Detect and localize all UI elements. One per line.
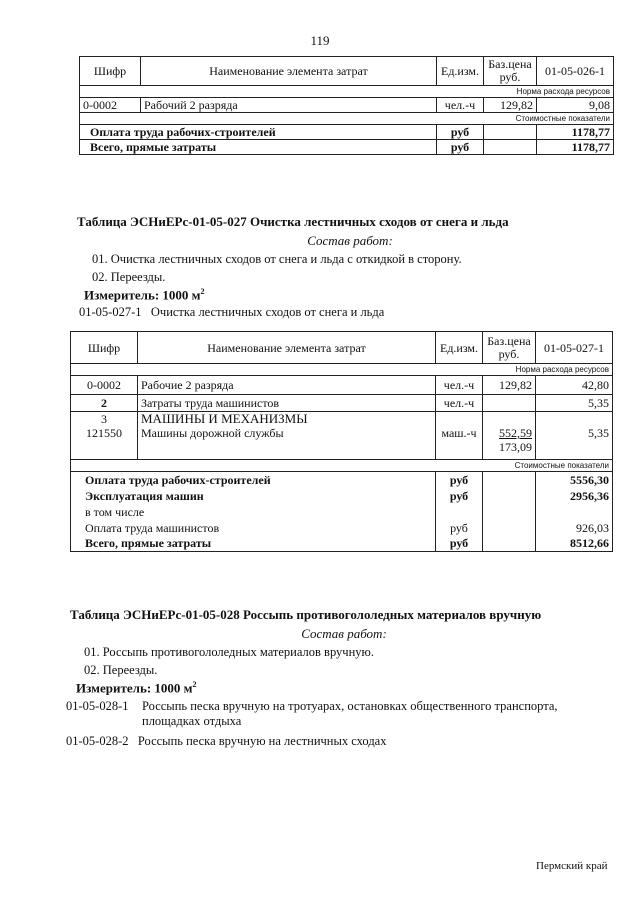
col-header-code: Шифр bbox=[80, 57, 141, 86]
cost-value: 1178,77 bbox=[537, 140, 614, 155]
subheader-norm: Норма расхода ресурсов bbox=[80, 86, 614, 98]
cost-unit: руб bbox=[436, 472, 483, 488]
cost-unit: руб bbox=[436, 488, 483, 504]
cost-unit: руб bbox=[436, 520, 483, 536]
cost-name: в том числе bbox=[71, 504, 436, 520]
cost-name: Всего, прямые затраты bbox=[71, 536, 436, 552]
machine-code: 121550 bbox=[86, 426, 122, 440]
composition-step: 01. Россыпь противогололедных материалов вручную. bbox=[84, 645, 374, 659]
row-price: 129,82 bbox=[483, 376, 536, 395]
subheader-cost: Стоимостные показатели bbox=[80, 113, 614, 125]
subheader-row bbox=[71, 364, 613, 376]
subheader-row bbox=[71, 460, 613, 472]
row-value: 9,08 bbox=[537, 98, 614, 113]
cost-empty bbox=[483, 520, 536, 536]
cost-empty bbox=[483, 536, 536, 552]
cost-value: 8512,66 bbox=[536, 536, 613, 552]
item-code: 01-05-028-1 bbox=[66, 699, 129, 713]
composition-title: Состав работ: bbox=[307, 233, 393, 248]
footer-region: Пермский край bbox=[536, 860, 608, 872]
machine-price-1: 552,59 bbox=[499, 426, 532, 440]
item-line bbox=[79, 305, 384, 320]
cost-name: Оплата труда рабочих-строителей bbox=[71, 472, 436, 488]
cost-value: 5556,30 bbox=[536, 472, 613, 488]
col-header-unit: Ед.изм. bbox=[437, 57, 484, 86]
cost-table-026 bbox=[79, 56, 614, 155]
cost-empty bbox=[483, 504, 536, 520]
col-header-name: Наименование элемента затрат bbox=[138, 332, 436, 364]
cost-unit: руб bbox=[436, 536, 483, 552]
col-header-code: Шифр bbox=[71, 332, 138, 364]
cost-value: 2956,36 bbox=[536, 488, 613, 504]
cost-row bbox=[71, 520, 613, 536]
row-price: 129,82 bbox=[484, 98, 537, 113]
col-header-unit: Ед.изм. bbox=[436, 332, 483, 364]
machine-prices bbox=[483, 412, 536, 460]
col-header-price: Баз.цена руб. bbox=[483, 332, 536, 364]
row-code: 0-0002 bbox=[71, 376, 138, 395]
row-value: 42,80 bbox=[536, 376, 613, 395]
cost-name: Всего, прямые затраты bbox=[80, 140, 437, 155]
item-name: Очистка лестничных сходов от снега и льда bbox=[150, 305, 385, 319]
measure-label: Измеритель: 1000 $м^2$ bbox=[76, 680, 197, 696]
cost-value: 1178,77 bbox=[537, 125, 614, 140]
cost-unit: руб bbox=[437, 125, 484, 140]
item-code: 01-05-028-2 bbox=[66, 734, 129, 748]
cost-empty bbox=[484, 140, 537, 155]
table-row bbox=[71, 376, 613, 395]
subheader-row bbox=[80, 86, 614, 98]
row-unit: чел.-ч bbox=[436, 395, 483, 412]
machine-names bbox=[138, 412, 436, 460]
item-code: 01-05-027-1 bbox=[79, 305, 142, 319]
composition-step: 02. Переезды. bbox=[92, 270, 166, 284]
row-code: 2 bbox=[71, 395, 138, 412]
item-name: Россыпь песка вручную на тротуарах, остановках общественного транспорта, площадках отдыха bbox=[142, 699, 558, 728]
cost-table-027 bbox=[70, 331, 613, 552]
row-unit: чел.-ч bbox=[437, 98, 484, 113]
col-header-name: Наименование элемента затрат bbox=[141, 57, 437, 86]
row-name: Рабочие 2 разряда bbox=[138, 376, 436, 395]
cost-name: Оплата труда машинистов bbox=[71, 520, 436, 536]
cost-value bbox=[536, 504, 613, 520]
machine-name: Машины дорожной службы bbox=[141, 426, 284, 440]
group-code: 3 bbox=[101, 412, 107, 426]
cost-unit: руб bbox=[437, 140, 484, 155]
table-row bbox=[80, 98, 614, 113]
cost-row bbox=[71, 536, 613, 552]
cost-empty bbox=[483, 472, 536, 488]
machine-row bbox=[71, 412, 613, 460]
section-027-title: Таблица ЭСНиЕРс-01-05-027 Очистка лестничных сходов от снега и льда bbox=[77, 214, 509, 229]
cost-row bbox=[80, 140, 614, 155]
machine-value: 5,35 bbox=[536, 412, 613, 460]
row-value: 5,35 bbox=[536, 395, 613, 412]
cost-value: 926,03 bbox=[536, 520, 613, 536]
row-name: Рабочий 2 разряда bbox=[141, 98, 437, 113]
machine-unit: маш.-ч bbox=[436, 412, 483, 460]
col-header-price: Баз.цена руб. bbox=[484, 57, 537, 86]
table-header-row bbox=[71, 332, 613, 364]
composition-title: Состав работ: bbox=[301, 626, 387, 641]
machine-codes bbox=[71, 412, 138, 460]
row-name: Затраты труда машинистов bbox=[138, 395, 436, 412]
cost-name: Эксплуатация машин bbox=[71, 488, 436, 504]
subheader-cost: Стоимостные показатели bbox=[71, 460, 613, 472]
cost-name: Оплата труда рабочих-строителей bbox=[80, 125, 437, 140]
cost-empty bbox=[483, 488, 536, 504]
section-028-title: Таблица ЭСНиЕРс-01-05-028 Россыпь противогололедных материалов вручную bbox=[70, 607, 542, 622]
row-unit: чел.-ч bbox=[436, 376, 483, 395]
item-line bbox=[66, 734, 386, 749]
machine-price-2: 173,09 bbox=[499, 440, 532, 454]
subheader-norm: Норма расхода ресурсов bbox=[71, 364, 613, 376]
col-header-norm: 01-05-026-1 bbox=[537, 57, 614, 86]
table-header-row bbox=[80, 57, 614, 86]
row-code: 0-0002 bbox=[80, 98, 141, 113]
cost-row bbox=[71, 472, 613, 488]
cost-row bbox=[80, 125, 614, 140]
composition-step: 01. Очистка лестничных сходов от снега и льда с откидкой в сторону. bbox=[92, 252, 462, 266]
group-name: МАШИНЫ И МЕХАНИЗМЫ bbox=[141, 411, 308, 426]
subheader-row bbox=[80, 113, 614, 125]
item-name: Россыпь песка вручную на лестничных сходах bbox=[137, 734, 387, 748]
table-row bbox=[71, 395, 613, 412]
cost-row bbox=[71, 504, 613, 520]
page-number: 119 bbox=[310, 33, 330, 48]
col-header-norm: 01-05-027-1 bbox=[536, 332, 613, 364]
cost-unit bbox=[436, 504, 483, 520]
cost-row bbox=[71, 488, 613, 504]
composition-step: 02. Переезды. bbox=[84, 663, 158, 677]
measure-label: Измеритель: 1000 $м^2$ bbox=[84, 287, 205, 303]
cost-empty bbox=[484, 125, 537, 140]
row-price bbox=[483, 395, 536, 412]
